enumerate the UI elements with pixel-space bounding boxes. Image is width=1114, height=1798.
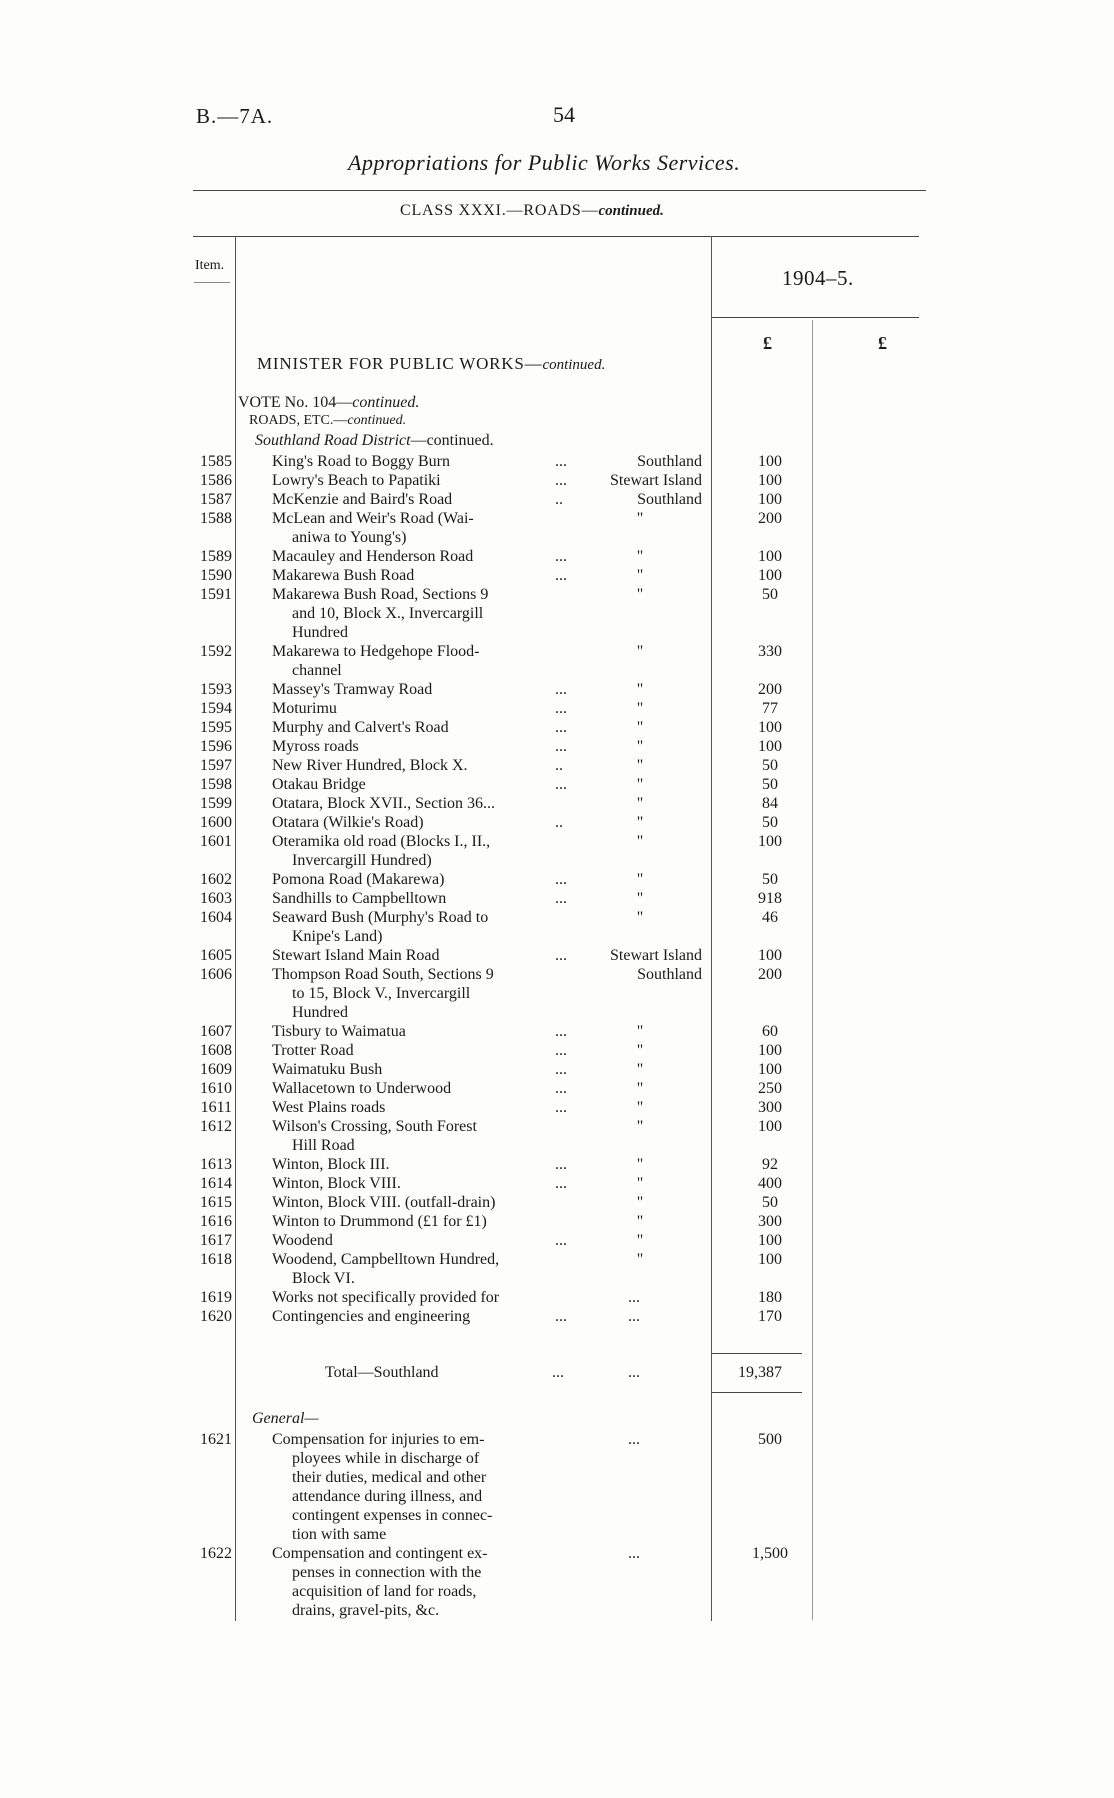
amount: 100: [758, 453, 782, 470]
item-column-header: Item.: [195, 258, 225, 273]
description-line: Invercargill Hundred): [292, 852, 432, 869]
description-line: Winton, Block VIII.: [272, 1175, 401, 1192]
item-description: [272, 1022, 572, 1041]
item-number: 1585: [200, 453, 232, 470]
amount: 50: [762, 1194, 778, 1211]
description-line: ployees while in discharge of: [292, 1450, 480, 1467]
district-name: ": [636, 1194, 644, 1211]
district-name: ": [636, 1118, 644, 1135]
amount: 60: [762, 1023, 778, 1040]
leader-dots: ...: [555, 1232, 567, 1249]
district-name: ": [636, 890, 644, 907]
roads-heading-continued: continued.: [347, 413, 407, 428]
item-description: [272, 1231, 572, 1250]
roads-heading-text: ROADS, ETC.—: [249, 413, 348, 428]
item-description: [272, 1098, 572, 1117]
amount: 100: [758, 567, 782, 584]
item-number: 1622: [200, 1545, 232, 1562]
item-number: 1613: [200, 1156, 232, 1173]
minister-heading-continued: continued.: [542, 357, 606, 373]
description-line: Stewart Island Main Road: [272, 947, 440, 964]
district-name: ...: [628, 1308, 640, 1325]
item-number: 1603: [200, 890, 232, 907]
description-line: Murphy and Calvert's Road: [272, 719, 449, 736]
item-number: 1609: [200, 1061, 232, 1078]
item-number: 1619: [200, 1289, 232, 1306]
item-description: [272, 1212, 572, 1231]
description-line: Woodend: [272, 1232, 333, 1249]
item-description: [272, 642, 572, 680]
item-number: 1591: [200, 586, 232, 603]
vote-heading: [238, 394, 419, 412]
amount: 330: [758, 643, 782, 660]
amount: 50: [762, 586, 778, 603]
item-number: 1586: [200, 472, 232, 489]
description-line: Trotter Road: [272, 1042, 354, 1059]
item-description: [272, 1174, 572, 1193]
district-name: ": [636, 643, 644, 660]
leader-dots: ...: [555, 1156, 567, 1173]
district-heading: [255, 432, 494, 450]
item-description: [272, 585, 572, 642]
total-label: Total—Southland: [325, 1364, 439, 1381]
item-number: 1610: [200, 1080, 232, 1097]
description-line: acquisition of land for roads,: [292, 1583, 477, 1600]
amount: 100: [758, 947, 782, 964]
description-line: Pomona Road (Makarewa): [272, 871, 445, 888]
item-description: [272, 870, 572, 889]
leader-dots: ..: [555, 814, 563, 831]
amount: 100: [758, 833, 782, 850]
leader-dots: ...: [555, 1175, 567, 1192]
pound-column-header-2: £: [878, 333, 887, 353]
item-description: [272, 946, 572, 965]
item-number: 1616: [200, 1213, 232, 1230]
item-description: [272, 908, 572, 946]
leader-dots: ...: [555, 567, 567, 584]
item-number: 1612: [200, 1118, 232, 1135]
description-line: Contingencies and engineering: [272, 1308, 471, 1325]
item-description: [272, 737, 572, 756]
district-name: ...: [628, 1545, 640, 1562]
item-number: 1600: [200, 814, 232, 831]
district-name: Stewart Island: [610, 947, 702, 964]
description-line: Thompson Road South, Sections 9: [272, 966, 494, 983]
general-heading: General—: [252, 1410, 319, 1427]
item-number: 1592: [200, 643, 232, 660]
district-name: ": [636, 1023, 644, 1040]
district-name: ": [636, 1232, 644, 1249]
description-line: Myross roads: [272, 738, 359, 755]
district-name: ": [636, 700, 644, 717]
item-number: 1587: [200, 491, 232, 508]
district-name: ": [636, 1213, 644, 1230]
item-description: [272, 1193, 572, 1212]
description-line: penses in connection with the: [292, 1564, 482, 1581]
description-line: channel: [292, 662, 342, 679]
item-number: 1620: [200, 1308, 232, 1325]
amount: 50: [762, 757, 778, 774]
leader-dots: ...: [555, 1042, 567, 1059]
leader-dots: ...: [555, 1080, 567, 1097]
item-description: [272, 794, 572, 813]
item-number: 1608: [200, 1042, 232, 1059]
roads-heading: [249, 413, 406, 429]
item-number: 1604: [200, 909, 232, 926]
item-description: [272, 1060, 572, 1079]
description-line: attendance during illness, and: [292, 1488, 483, 1505]
page-number: 54: [553, 102, 575, 127]
item-description: [272, 832, 572, 870]
leader-dots: ...: [555, 1308, 567, 1325]
item-description: [272, 1250, 572, 1288]
description-line: Makarewa Bush Road: [272, 567, 415, 584]
description-line: New River Hundred, Block X.: [272, 757, 468, 774]
description-line: Knipe's Land): [292, 928, 383, 945]
leader-dots: ...: [555, 453, 567, 470]
leader-dots: ..: [555, 491, 563, 508]
district-name: ": [636, 757, 644, 774]
amount: 100: [758, 491, 782, 508]
pound-column-header-1: £: [763, 333, 772, 353]
item-description: [272, 1288, 572, 1307]
district-name: ": [636, 1061, 644, 1078]
description-line: and 10, Block X., Invercargill: [292, 605, 484, 622]
amount-column-divider: [711, 236, 712, 1621]
leader-dots: ...: [555, 947, 567, 964]
district-name: ": [636, 814, 644, 831]
description-line: Sandhills to Campbelltown: [272, 890, 447, 907]
description-line: Hill Road: [292, 1137, 355, 1154]
item-number: 1605: [200, 947, 232, 964]
item-number: 1596: [200, 738, 232, 755]
district-name: ": [636, 909, 644, 926]
district-name: ": [636, 738, 644, 755]
item-number: 1599: [200, 795, 232, 812]
minister-heading-text: MINISTER FOR PUBLIC WORKS—: [257, 354, 543, 373]
total-top-rule: [712, 1353, 802, 1354]
leader-dots: ...: [555, 681, 567, 698]
amount: 100: [758, 472, 782, 489]
amount: 84: [762, 795, 778, 812]
district-name: ": [636, 510, 644, 527]
amount: 100: [758, 1042, 782, 1059]
description-line: Block VI.: [292, 1270, 355, 1287]
leader-dots: ...: [555, 719, 567, 736]
description-line: King's Road to Boggy Burn: [272, 453, 450, 470]
item-description: [272, 509, 572, 547]
item-number: 1601: [200, 833, 232, 850]
description-line: Hundred: [292, 624, 348, 641]
leader-dots: ...: [555, 1061, 567, 1078]
item-description: [272, 471, 572, 490]
class-heading-continued: continued.: [598, 203, 664, 219]
description-line: Tisbury to Waimatua: [272, 1023, 406, 1040]
item-description: [272, 1307, 572, 1326]
description-line: Otatara (Wilkie's Road): [272, 814, 424, 831]
total-dots-1: ...: [552, 1364, 564, 1381]
district-name: ": [636, 586, 644, 603]
amount: 180: [758, 1289, 782, 1306]
description-line: West Plains roads: [272, 1099, 386, 1116]
total-amount: 19,387: [738, 1364, 782, 1381]
amount: 300: [758, 1213, 782, 1230]
description-line: Moturimu: [272, 700, 337, 717]
item-number: 1590: [200, 567, 232, 584]
description-line: Seaward Bush (Murphy's Road to: [272, 909, 489, 926]
document-reference: B.—7A.: [196, 104, 274, 128]
district-name: ": [636, 833, 644, 850]
item-number: 1621: [200, 1431, 232, 1448]
description-line: Otatara, Block XVII., Section 36...: [272, 795, 496, 812]
title-rule: [193, 190, 926, 191]
amount: 300: [758, 1099, 782, 1116]
district-name: ": [636, 1156, 644, 1173]
item-number: 1594: [200, 700, 232, 717]
description-line: Macauley and Henderson Road: [272, 548, 474, 565]
description-line: tion with same: [292, 1526, 387, 1543]
class-heading: [400, 202, 664, 220]
year-header-rule: [711, 317, 919, 318]
district-heading-text: Southland Road District: [255, 432, 411, 449]
amount: 170: [758, 1308, 782, 1325]
amount: 46: [762, 909, 778, 926]
district-name: ": [636, 1251, 644, 1268]
description-line: McKenzie and Baird's Road: [272, 491, 453, 508]
item-description: [272, 1430, 572, 1544]
district-name: ": [636, 1175, 644, 1192]
amount: 100: [758, 738, 782, 755]
item-description: [272, 756, 572, 775]
amount: 400: [758, 1175, 782, 1192]
item-number: 1611: [200, 1099, 232, 1116]
item-description: [272, 1117, 572, 1155]
description-line: Compensation for injuries to em-: [272, 1431, 485, 1448]
item-description: [272, 547, 572, 566]
item-number: 1606: [200, 966, 232, 983]
item-description: [272, 699, 572, 718]
item-description: [272, 775, 572, 794]
vote-heading-text: VOTE No. 104—: [238, 394, 353, 411]
item-description: [272, 889, 572, 908]
minister-heading: [257, 354, 605, 374]
amount: 250: [758, 1080, 782, 1097]
district-name: ...: [628, 1289, 640, 1306]
item-description: [272, 1079, 572, 1098]
description-line: Compensation and contingent ex-: [272, 1545, 488, 1562]
amount: 200: [758, 510, 782, 527]
district-name: ": [636, 871, 644, 888]
item-description: [272, 813, 572, 832]
item-number: 1595: [200, 719, 232, 736]
leader-dots: ..: [555, 757, 563, 774]
description-line: aniwa to Young's): [292, 529, 407, 546]
amount: 1,500: [752, 1545, 788, 1562]
district-name: ": [636, 1080, 644, 1097]
leader-dots: ...: [555, 1023, 567, 1040]
description-line: Winton to Drummond (£1 for £1): [272, 1213, 487, 1230]
district-name: ...: [628, 1431, 640, 1448]
leader-dots: ...: [555, 738, 567, 755]
amount: 50: [762, 871, 778, 888]
district-name: ": [636, 719, 644, 736]
item-number: 1597: [200, 757, 232, 774]
description-line: Winton, Block VIII. (outfall-drain): [272, 1194, 496, 1211]
item-number: 1598: [200, 776, 232, 793]
description-line: Otakau Bridge: [272, 776, 366, 793]
amount: 92: [762, 1156, 778, 1173]
item-description: [272, 718, 572, 737]
table-top-rule: [193, 236, 919, 237]
total-dots-2: ...: [628, 1364, 640, 1381]
amount: 77: [762, 700, 778, 717]
amount: 200: [758, 681, 782, 698]
item-description: [272, 452, 572, 471]
description-line: contingent expenses in connec-: [292, 1507, 493, 1524]
class-heading-text: CLASS XXXI.—ROADS—: [400, 202, 599, 219]
description-line: Hundred: [292, 1004, 348, 1021]
amount: 100: [758, 719, 782, 736]
item-description: [272, 566, 572, 585]
description-line: to 15, Block V., Invercargill: [292, 985, 471, 1002]
amount: 100: [758, 548, 782, 565]
description-line: Makarewa Bush Road, Sections 9: [272, 586, 489, 603]
amount: 200: [758, 966, 782, 983]
description-line: Wilson's Crossing, South Forest: [272, 1118, 477, 1135]
year-column-header: 1904–5.: [782, 266, 854, 290]
item-description: [272, 490, 572, 509]
item-number: 1589: [200, 548, 232, 565]
district-heading-continued: —continued.: [410, 432, 494, 449]
district-name: ": [636, 776, 644, 793]
leader-dots: ...: [555, 472, 567, 489]
description-line: drains, gravel-pits, &c.: [292, 1602, 440, 1619]
leader-dots: ...: [555, 890, 567, 907]
description-line: Oteramika old road (Blocks I., II.,: [272, 833, 491, 850]
description-line: Wallacetown to Underwood: [272, 1080, 452, 1097]
item-header-rule: [194, 282, 230, 283]
description-line: Waimatuku Bush: [272, 1061, 383, 1078]
total-bottom-rule: [712, 1392, 802, 1393]
leader-dots: ...: [555, 776, 567, 793]
item-number: 1602: [200, 871, 232, 888]
district-name: Southland: [637, 966, 702, 983]
district-name: ": [636, 681, 644, 698]
amount: 100: [758, 1118, 782, 1135]
item-description: [272, 1155, 572, 1174]
item-number: 1593: [200, 681, 232, 698]
vote-heading-continued: continued.: [352, 394, 420, 411]
amount: 100: [758, 1251, 782, 1268]
description-line: their duties, medical and other: [292, 1469, 487, 1486]
district-name: ": [636, 567, 644, 584]
description-line: Woodend, Campbelltown Hundred,: [272, 1251, 500, 1268]
leader-dots: ...: [555, 1099, 567, 1116]
district-name: Southland: [637, 491, 702, 508]
district-name: ": [636, 1099, 644, 1116]
amount: 500: [758, 1431, 782, 1448]
item-number: 1588: [200, 510, 232, 527]
description-line: Massey's Tramway Road: [272, 681, 433, 698]
item-number: 1614: [200, 1175, 232, 1192]
amount: 100: [758, 1232, 782, 1249]
amount: 918: [758, 890, 782, 907]
item-description: [272, 965, 572, 1022]
description-line: McLean and Weir's Road (Wai-: [272, 510, 474, 527]
district-name: ": [636, 1042, 644, 1059]
description-line: Winton, Block III.: [272, 1156, 390, 1173]
amount: 100: [758, 1061, 782, 1078]
district-name: Southland: [637, 453, 702, 470]
description-line: Lowry's Beach to Papatiki: [272, 472, 441, 489]
leader-dots: ...: [555, 871, 567, 888]
item-number: 1618: [200, 1251, 232, 1268]
item-description: [272, 1041, 572, 1060]
item-number: 1615: [200, 1194, 232, 1211]
amount: 50: [762, 776, 778, 793]
page-title: Appropriations for Public Works Services.: [348, 150, 741, 175]
leader-dots: ...: [555, 548, 567, 565]
amount: 50: [762, 814, 778, 831]
item-description: [272, 680, 572, 699]
item-description: [272, 1544, 572, 1620]
district-name: ": [636, 548, 644, 565]
description-line: Makarewa to Hedgehope Flood-: [272, 643, 480, 660]
item-number: 1617: [200, 1232, 232, 1249]
leader-dots: ...: [555, 700, 567, 717]
description-line: Works not specifically provided for: [272, 1289, 500, 1306]
district-name: ": [636, 795, 644, 812]
item-column-divider: [235, 236, 236, 1621]
district-name: Stewart Island: [610, 472, 702, 489]
item-number: 1607: [200, 1023, 232, 1040]
